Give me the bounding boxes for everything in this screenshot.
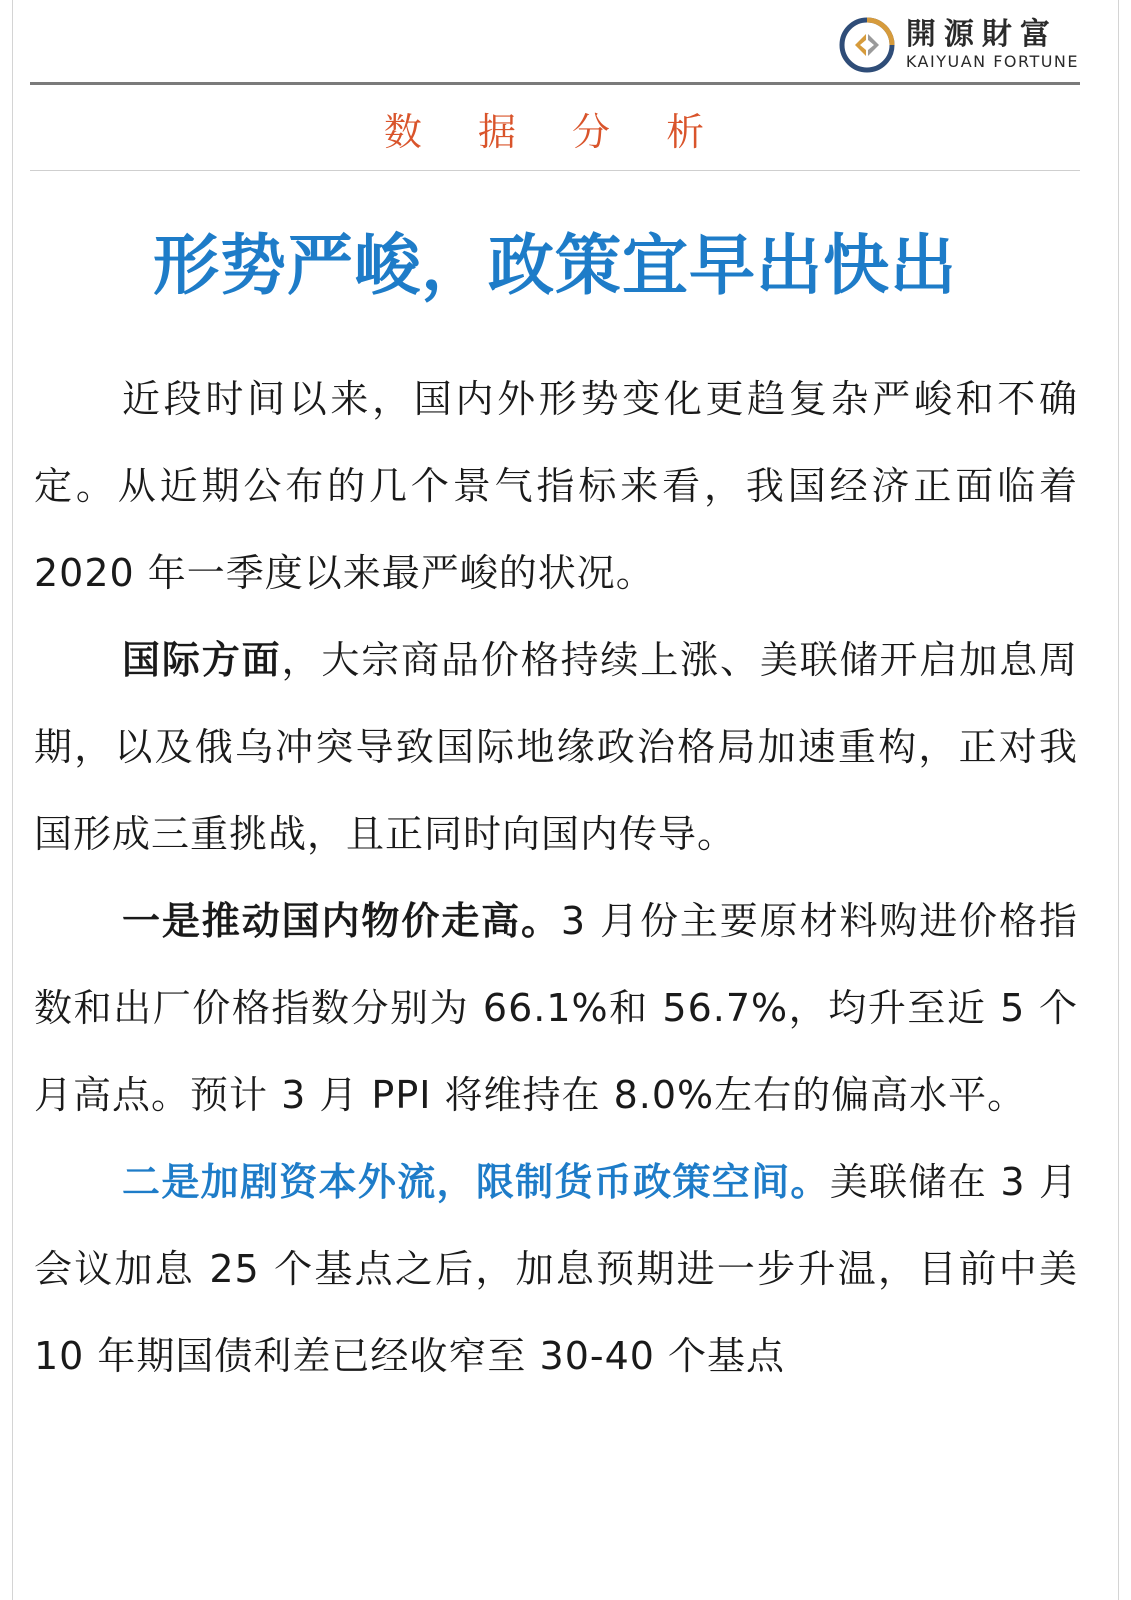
paragraph-capital [34,1139,1078,1400]
paragraph-international-lead: 国际方面 [122,638,282,682]
paragraph-intro-text: 近段时间以来，国内外形势变化更趋复杂严峻和不确定。从近期公布的几个景气指标来看，我国经济正面临着 2020 年一季度以来最严峻的状况。 [34,377,1078,595]
kaiyuan-logo-icon [838,16,896,74]
paragraph-international [34,617,1078,878]
article-headline: 形势严峻，政策宜早出快出 [153,227,957,304]
article-body [34,356,1078,1400]
brand-logo [838,14,1079,76]
paragraph-intro [34,356,1078,617]
paragraph-prices-lead: 一是推动国内物价走高。 [122,899,561,943]
paragraph-prices [34,878,1078,1139]
paragraph-capital-text: 美联储在 3 月会议加息 25 个基点之后，加息预期进一步升温，目前中美 10 年期国债利差已经收窄至 30-40 个基点 [34,1160,1078,1378]
paragraph-capital-lead: 二是加剧资本外流，限制货币政策空间。 [122,1160,830,1204]
header-divider [30,82,1080,85]
logo-chinese-name: 開源財富 [905,17,1058,52]
paragraph-international-text: ，大宗商品价格持续上涨、美联储开启加息周期，以及俄乌冲突导致国际地缘政治格局加速重构，正对我国形成三重挑战，且正同时向国内传导。 [34,638,1078,856]
section-label: 数 据 分 析 [383,110,727,154]
paragraph-prices-text: 3 月份主要原材料购进价格指数和出厂价格指数分别为 66.1%和 56.7%，均升至近 5 个月高点。预计 3 月 PPI 将维持在 8.0%左右的偏高水平。 [34,899,1078,1117]
section-divider [30,170,1080,171]
logo-english-name: KAIYUAN FORTUNE [905,52,1079,71]
logo-text [906,18,1079,72]
